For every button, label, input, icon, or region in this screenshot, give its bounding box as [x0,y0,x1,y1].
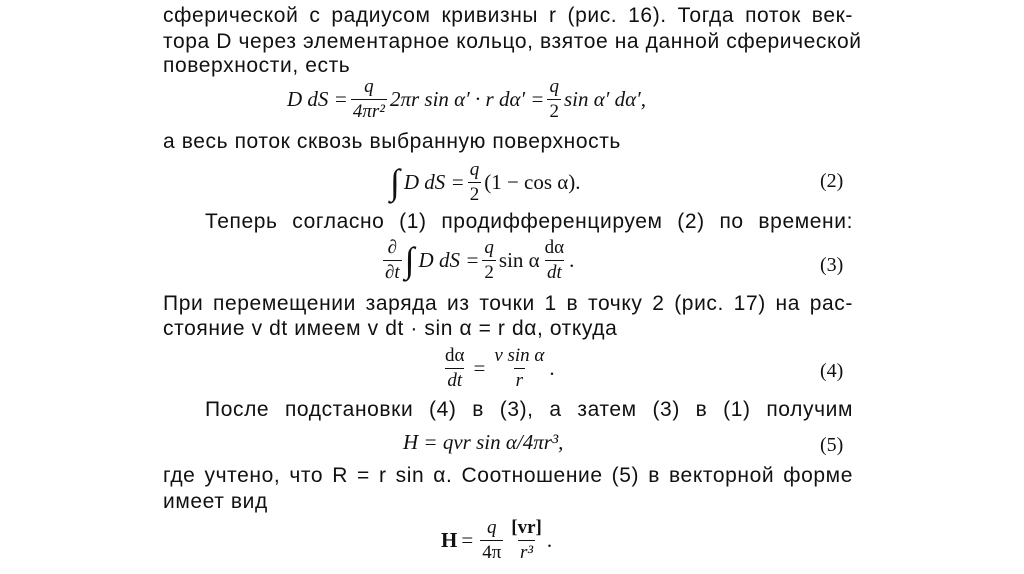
text-line-5: Теперь согласно (1) продифференцируем (2) по времени: [205,210,853,233]
text-line-9: где учтено, что R = r sin α. Соотношение (5) в векторной форме [163,464,853,487]
eq3-lhs: D dS = [418,248,480,272]
eq3-derivative [383,238,402,283]
eq3-tail: . [569,248,575,272]
eq3-frac1-den: 2 [484,262,494,283]
eq4-fraction-1 [443,346,466,391]
eq3-frac2-num: dα [544,237,565,258]
eq1-frac1-den: 4πr² [352,101,385,122]
text-line-8: После подстановки (4) в (3), а затем (3) в (1) получим [205,398,853,421]
eq4-frac2-num: v sin α [494,345,545,366]
text-line-6: При перемещении заряда из точки 1 в точку 2 (рис. 17) на рас- [163,292,853,315]
eq4-fraction-2 [492,346,546,391]
eq3-deriv-num: ∂ [387,237,398,258]
equation-6 [441,518,552,563]
text-line-4: а весь поток сквозь выбранную поверхность [163,130,621,153]
eq6-lhs: H [441,528,458,552]
equation-3 [380,238,574,283]
eq6-fraction-2 [509,518,544,563]
text-line-3: поверхности, есть [163,54,351,77]
eq6-frac1-num: q [486,517,497,538]
eq6-fraction-1 [480,518,503,563]
eq4-frac1-den: dt [447,370,463,391]
eq2-frac-num: q [469,159,480,180]
eq2-frac-den: 2 [469,184,480,205]
text-line-7: стояние v dt имеем v dt · sin α = r dα, откуда [163,317,618,340]
eq1-fraction-2 [547,77,561,122]
eq3-fraction-1 [482,238,496,283]
eq6-tail: . [546,528,553,552]
equation-number-3: (3) [820,254,844,276]
eq3-deriv-den: ∂t [385,262,400,283]
eq2-fraction [468,160,482,205]
eq3-fraction-2 [543,238,566,283]
equation-number-5: (5) [820,434,844,456]
eq2-lhs: D dS = [403,170,465,194]
text-line-2: тора D через элементарное кольцо, взятое на данной сферической [163,30,862,53]
equation-5: H = qvr sin α/4πr³, [403,430,564,454]
eq2-tail: (1 − cos α). [484,170,581,194]
eq1-frac2-num: q [549,76,559,97]
equation-4 [440,346,555,391]
eq4-frac2-den: r [515,370,524,391]
text-line-10: имеет вид [163,490,268,513]
integral-sign: ∫ [390,161,400,202]
eq3-middle: sin α [498,248,540,272]
integral-sign: ∫ [404,239,415,280]
equation-2 [390,160,581,205]
equation-number-2: (2) [820,170,844,192]
eq6-equals: = [461,528,474,552]
eq4-frac1-num: dα [445,345,465,366]
eq1-tail: sin α′ dα′, [563,87,646,111]
eq6-frac1-den: 4π [482,542,502,563]
eq3-frac2-den: dt [547,262,562,283]
eq3-frac1-num: q [484,237,494,258]
eq1-frac1-num: q [364,76,374,97]
eq1-lhs: D dS = [287,87,348,111]
eq4-tail: . [549,356,555,380]
eq6-frac2-num: [vr] [511,517,542,538]
eq1-frac2-den: 2 [549,101,559,122]
equation-number-4: (4) [820,360,844,382]
eq6-frac2-den: r³ [520,542,534,563]
eq1-fraction-1 [351,77,387,122]
text-line-1: сферической с радиусом кривизны r (рис. 16). Тогда поток век- [163,4,853,27]
eq1-middle: 2πr sin α′ · r dα′ = [389,87,545,111]
equation-1 [287,77,646,122]
eq4-equals: = [473,356,486,380]
